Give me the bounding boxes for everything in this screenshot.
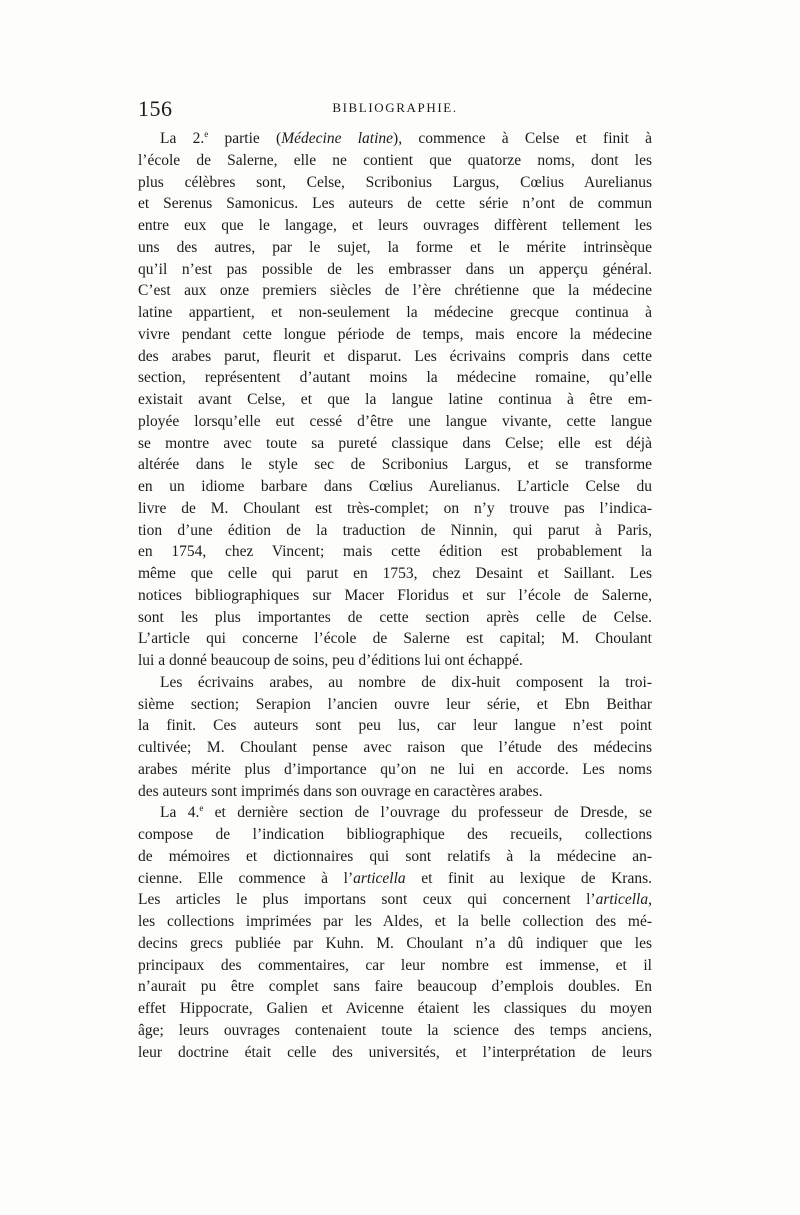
text-line [138,302,652,324]
text-line [138,172,652,194]
text-line [138,911,652,933]
text-span: , [648,891,652,909]
text-span: plus célèbres sont, Celse, Scribonius Largus, Cœlius Aurelianus [138,173,652,191]
text-span: les collections imprimées par les Aldes, et la belle collection des mé- [138,913,652,930]
text-span: en 1754, chez Vincent; mais cette édition est probablement la [138,543,652,561]
italic-text: articella [595,891,649,909]
text-span: effet Hippocrate, Galien et Avicenne étaient les classiques du moyen [138,1000,652,1017]
text-span: L’article qui concerne l’école de Salerne est capital; M. Choulant [138,630,652,648]
text-span: des arabes parut, fleurit et disparut. Les écrivains compris dans cette [138,347,652,365]
text-span: et Serenus Samonicus. Les auteurs de cette série n’ont de commun [138,195,652,213]
text-line [138,889,652,911]
text-line [138,411,652,433]
text-line [138,846,652,868]
running-title: BIBLIOGRAPHIE. [332,100,458,115]
text-line [138,607,652,629]
text-line [138,1020,652,1042]
text-line [138,433,652,455]
body-text [138,128,652,1063]
text-span: partie ( [208,130,282,147]
text-span: tion d’une édition de la traduction de Ninnin, qui parut à Paris, [138,521,652,539]
text-line [138,520,652,542]
text-line [138,694,652,716]
text-line [138,563,652,585]
text-line [138,367,652,389]
page-number: 156 [138,96,173,121]
italic-text: Médecine latine [281,130,394,147]
text-span: se montre avec toute sa pureté classique dans Celse; elle est déjà [138,434,652,452]
text-span: La 4. [160,804,200,822]
text-span: sont les plus importantes de cette section après celle de Celse. [138,608,652,626]
italic-text: articella [353,869,406,887]
text-span: La 2. [160,130,205,147]
text-span: compose de l’indication bibliographique des recueils, collections [138,826,652,843]
text-line [138,237,652,259]
text-span: des auteurs sont imprimés dans son ouvrage en caractères arabes. [138,782,543,800]
text-span: C’est aux onze premiers siècles de l’ère chrétienne que la médecine [138,282,652,300]
text-span: cienne. Elle commence à l’ [138,869,354,887]
text-line [138,824,652,846]
text-span: lui a donné beaucoup de soins, peu d’éditions lui ont échappé. [138,652,523,669]
text-span: cultivée; M. Choulant pense avec raison que l’étude des médecins [138,739,652,756]
text-span: qu’il n’est pas possible de les embrasser dans un apperçu général. [138,260,652,278]
text-span: section, représentent d’autant moins la médecine romaine, qu’elle [138,369,652,387]
text-line [138,280,652,302]
text-span: et finit au lexique de Krans. [405,869,652,887]
text-line [138,259,652,281]
text-span: decins grecs publiée par Kuhn. M. Choulant n’a dû indiquer que les [138,934,652,952]
text-span: livre de M. Choulant est très-complet; on n’y trouve pas l’indica- [138,499,652,517]
text-span: latine appartient, et non-seulement la médecine grecque continua à [138,304,652,321]
text-line [138,802,652,824]
text-span: principaux des commentaires, car leur nombre est immense, et il [138,956,652,974]
text-span: la finit. Ces auteurs sont peu lus, car leur langue n’est point [138,717,652,735]
text-span: âge; leurs ouvrages contenaient toute la science des temps anciens, [138,1021,652,1039]
text-line [138,628,652,650]
text-line [138,498,652,520]
text-span: l’école de Salerne, elle ne contient que quatorze noms, dont les [138,151,652,169]
text-span: vivre pendant cette longue période de temps, mais encore la médecine [138,325,652,343]
text-line [138,476,652,498]
superscript: e [199,803,204,814]
text-span: de mémoires et dictionnaires qui sont relatifs à la médecine an- [138,847,652,865]
text-line [138,454,652,476]
text-line [138,150,652,172]
text-span: Les écrivains arabes, au nombre de dix-huit composent la troi- [160,673,652,691]
text-line [138,976,652,998]
running-head [138,96,652,126]
text-line [138,346,652,368]
text-span: sième section; Serapion l’ancien ouvre leur série, et Ebn Beithar [138,695,652,713]
text-line [138,585,652,607]
text-span: leur doctrine était celle des universités, et l’interprétation de leurs [138,1043,652,1061]
text-line [138,955,652,977]
text-line [138,933,652,955]
text-span: ), commence à Celse et finit à [393,130,652,147]
text-span: notices bibliographiques sur Macer Floridus et sur l’école de Salerne, [138,586,652,604]
text-line [138,128,652,150]
text-span: Les articles le plus importans sont ceux qui concernent l’ [138,891,596,909]
text-line [138,1042,652,1064]
text-span: en un idiome barbare dans Cœlius Aurelianus. L’article Celse du [138,478,652,495]
text-line [138,868,652,890]
text-span: uns des autres, par le sujet, la forme et le mérite intrinsèque [138,238,652,256]
text-line [138,650,652,672]
text-line [138,215,652,237]
text-span: n’aurait pu être complet sans faire beaucoup d’emplois doubles. En [138,978,652,996]
text-line [138,389,652,411]
text-span: même que celle qui parut en 1753, chez Desaint et Saillant. Les [138,565,652,582]
text-span: ployée lorsqu’elle eut cessé d’être une langue vivante, cette langue [138,412,652,430]
text-line [138,715,652,737]
text-line [138,998,652,1020]
text-line [138,737,652,759]
text-line [138,193,652,215]
text-span: existait avant Celse, et que la langue latine continua à être em- [138,391,652,408]
text-line [138,672,652,694]
text-span: altérée dans le style sec de Scribonius Largus, et se transforme [138,456,652,474]
text-line [138,324,652,346]
text-span: arabes mérite plus d’importance qu’on ne lui en accorde. Les noms [138,760,652,778]
superscript: e [204,129,209,139]
text-line [138,759,652,781]
text-span: entre eux que le langage, et leurs ouvrages diffèrent tellement les [138,217,652,234]
text-span: et dernière section de l’ouvrage du professeur de Dresde, se [203,804,652,822]
text-line [138,781,652,803]
text-line [138,541,652,563]
